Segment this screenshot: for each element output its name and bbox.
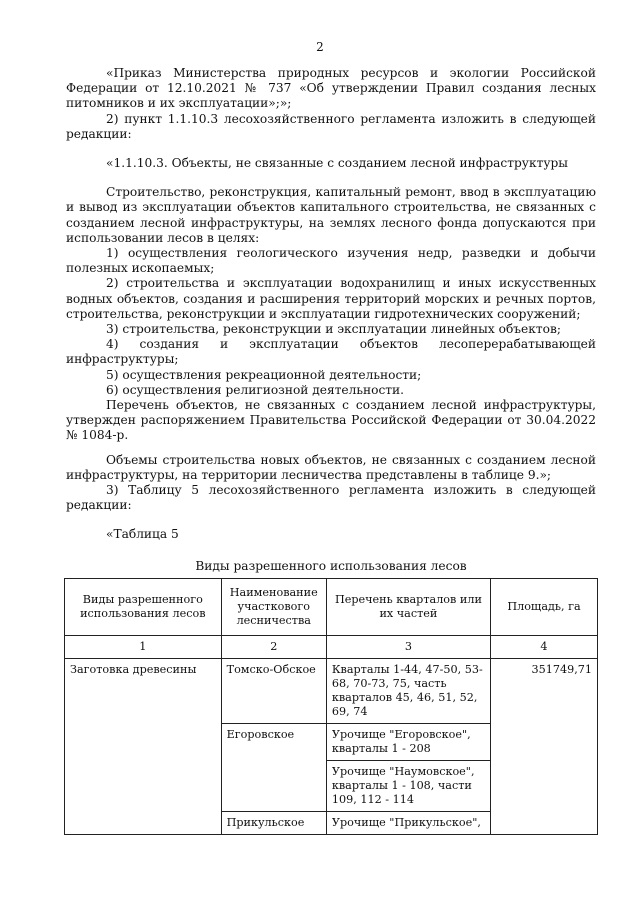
column-number: 2 [221,636,326,659]
quarters-cell: Урочище "Егоровское", кварталы 1 - 208 [326,724,490,761]
column-number: 4 [490,636,597,659]
forestry-cell: Егоровское [221,724,326,812]
list-item: 3) строительства, реконструкции и эксплуатации линейных объектов; [106,322,561,337]
table-label: «Таблица 5 [106,527,179,542]
forestry-cell: Прикульское [221,812,326,835]
paragraph: 3) Таблицу 5 лесохозяйственного регламента изложить в следующей редакции: [66,483,596,513]
paragraph: Объемы строительства новых объектов, не связанных с созданием лесной инфраструктуры, на территории лесничества представлены в таблице 9.»; [66,452,596,482]
use-type-cell: Заготовка древесины [65,659,222,835]
forest-use-table [64,578,598,835]
document-body [66,66,596,574]
area-cell: 351749,71 [490,659,597,835]
list-item: 1) осуществления геологического изучения недр, разведки и добычи полезных ископаемых; [66,246,596,276]
table-header-cell: Перечень кварталов или их частей [326,579,490,636]
quarters-cell: Урочище "Прикульское", [326,812,490,835]
column-number: 1 [65,636,222,659]
quarters-cell: Кварталы 1-44, 47-50, 53-68, 70-73, 75, часть кварталов 45, 46, 51, 52, 69, 74 [326,659,490,724]
table-column-number-row [65,636,598,659]
table-header-row [65,579,598,636]
list-item: 6) осуществления религиозной деятельности. [106,382,405,397]
page-number: 2 [316,40,324,54]
quarters-cell: Урочище "Наумовское", кварталы 1 - 108, части 109, 112 - 114 [326,761,490,812]
paragraph: Перечень объектов, не связанных с созданием лесной инфраструктуры, утвержден распоряжением Правительства Российской Федерации от 30.04.2022 № 1084-р. [66,398,596,443]
paragraph: 2) пункт 1.1.10.3 лесохозяйственного регламента изложить в следующей редакции: [66,111,596,141]
paragraph: Строительство, реконструкция, капитальный ремонт, ввод в эксплуатацию и вывод из эксплуатации объектов капитального строительства, не связанных с созданием лесной инфраструктуры, на землях лесного фонда допускаются при использовании лесов в целях: [66,185,596,245]
table-row [65,659,598,724]
section-heading: «1.1.10.3. Объекты, не связанные с созданием лесной инфраструктуры [106,156,568,171]
table-header-cell: Виды разрешенного использования лесов [65,579,222,636]
list-item: 2) строительства и эксплуатации водохранилищ и иных искусственных водных объектов, создания и расширения территорий морских и речных портов, строительства, реконструкции и эксплуатации гидротехнических сооружений; [66,276,596,321]
table-header-cell: Площадь, га [490,579,597,636]
column-number: 3 [326,636,490,659]
list-item: 4) создания и эксплуатации объектов лесоперерабатывающей инфраструктуры; [66,337,596,367]
table-header-cell: Наименование участкового лесничества [221,579,326,636]
paragraph: «Приказ Министерства природных ресурсов и экологии Российской Федерации от 12.10.2021 № 737 «Об утверждении Правил создания лесных питомников и их эксплуатации»;»; [66,66,596,111]
forestry-cell: Томско-Обское [221,659,326,724]
list-item: 5) осуществления рекреационной деятельности; [106,367,422,382]
table-caption: Виды разрешенного использования лесов [195,558,467,573]
